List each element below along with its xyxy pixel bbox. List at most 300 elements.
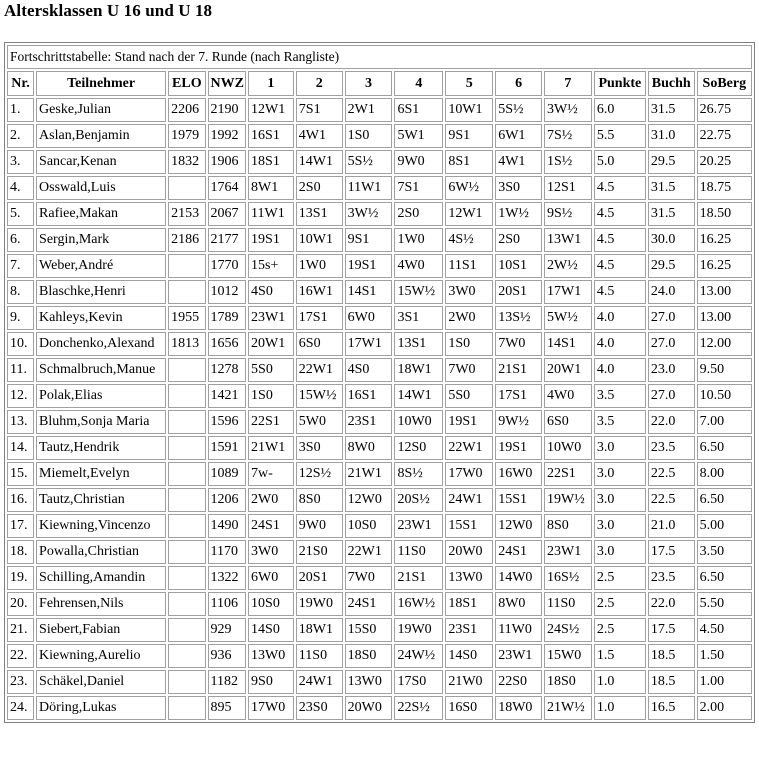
buchholz-cell: 27.0 <box>648 332 695 356</box>
round-6-cell: 5S½ <box>495 98 542 122</box>
nwz-cell: 1764 <box>208 176 246 200</box>
round-3-cell: 3W½ <box>345 202 393 226</box>
round-4-cell: 24W½ <box>394 644 443 668</box>
column-header: ELO <box>168 71 205 96</box>
column-header: 3 <box>345 71 393 96</box>
round-1-cell: 24S1 <box>248 514 294 538</box>
table-row <box>7 410 752 434</box>
round-7-cell: 9S½ <box>544 202 592 226</box>
round-6-cell: 17S1 <box>495 384 542 408</box>
elo-cell: 1832 <box>168 150 205 174</box>
rank-cell: 8. <box>7 280 34 304</box>
rank-cell: 5. <box>7 202 34 226</box>
buchholz-cell: 31.5 <box>648 98 695 122</box>
round-3-cell: 17W1 <box>345 332 393 356</box>
rank-cell: 10. <box>7 332 34 356</box>
round-5-cell: 3W0 <box>445 280 493 304</box>
round-7-cell: 15W0 <box>544 644 592 668</box>
table-caption: Fortschrittstabelle: Stand nach der 7. Runde (nach Rangliste) <box>7 45 752 69</box>
nwz-cell: 936 <box>208 644 246 668</box>
nwz-cell: 1656 <box>208 332 246 356</box>
elo-cell <box>168 670 205 694</box>
round-4-cell: 4W0 <box>394 254 443 278</box>
player-name-cell: Aslan,Benjamin <box>36 124 166 148</box>
round-1-cell: 15s+ <box>248 254 294 278</box>
player-name-cell: Miemelt,Evelyn <box>36 462 166 486</box>
round-2-cell: 1W0 <box>296 254 343 278</box>
buchholz-cell: 22.5 <box>648 462 695 486</box>
points-cell: 3.0 <box>594 488 646 512</box>
sonneborn-berger-cell: 7.00 <box>697 410 752 434</box>
round-4-cell: 14W1 <box>394 384 443 408</box>
player-name-cell: Kiewning,Vincenzo <box>36 514 166 538</box>
round-4-cell: 11S0 <box>394 540 443 564</box>
nwz-cell: 895 <box>208 696 246 720</box>
points-cell: 3.0 <box>594 436 646 460</box>
round-4-cell: 19W0 <box>394 618 443 642</box>
nwz-cell: 1906 <box>208 150 246 174</box>
sonneborn-berger-cell: 26.75 <box>697 98 752 122</box>
round-2-cell: 5W0 <box>296 410 343 434</box>
round-1-cell: 11W1 <box>248 202 294 226</box>
player-name-cell: Schäkel,Daniel <box>36 670 166 694</box>
round-5-cell: 14S0 <box>445 644 493 668</box>
rank-cell: 7. <box>7 254 34 278</box>
round-1-cell: 10S0 <box>248 592 294 616</box>
table-row <box>7 592 752 616</box>
round-5-cell: 18S1 <box>445 592 493 616</box>
player-name-cell: Geske,Julian <box>36 98 166 122</box>
points-cell: 2.5 <box>594 618 646 642</box>
buchholz-cell: 17.5 <box>648 618 695 642</box>
player-name-cell: Powalla,Christian <box>36 540 166 564</box>
round-2-cell: 7S1 <box>296 98 343 122</box>
rank-cell: 15. <box>7 462 34 486</box>
round-1-cell: 14S0 <box>248 618 294 642</box>
round-3-cell: 7W0 <box>345 566 393 590</box>
sonneborn-berger-cell: 5.50 <box>697 592 752 616</box>
round-3-cell: 1S0 <box>345 124 393 148</box>
rank-cell: 21. <box>7 618 34 642</box>
round-5-cell: 19S1 <box>445 410 493 434</box>
table-row <box>7 488 752 512</box>
round-7-cell: 22S1 <box>544 462 592 486</box>
round-1-cell: 21W1 <box>248 436 294 460</box>
nwz-cell: 1089 <box>208 462 246 486</box>
round-4-cell: 18W1 <box>394 358 443 382</box>
round-1-cell: 13W0 <box>248 644 294 668</box>
round-3-cell: 2W1 <box>345 98 393 122</box>
table-row <box>7 618 752 642</box>
round-4-cell: 7S1 <box>394 176 443 200</box>
table-row <box>7 670 752 694</box>
points-cell: 1.0 <box>594 670 646 694</box>
round-6-cell: 22S0 <box>495 670 542 694</box>
table-row <box>7 228 752 252</box>
elo-cell <box>168 436 205 460</box>
rank-cell: 19. <box>7 566 34 590</box>
round-2-cell: 14W1 <box>296 150 343 174</box>
round-5-cell: 16S0 <box>445 696 493 720</box>
table-row <box>7 384 752 408</box>
sonneborn-berger-cell: 13.00 <box>697 306 752 330</box>
points-cell: 5.0 <box>594 150 646 174</box>
round-6-cell: 7W0 <box>495 332 542 356</box>
round-7-cell: 5W½ <box>544 306 592 330</box>
points-cell: 4.5 <box>594 254 646 278</box>
table-row <box>7 696 752 720</box>
elo-cell <box>168 592 205 616</box>
round-4-cell: 13S1 <box>394 332 443 356</box>
buchholz-cell: 31.0 <box>648 124 695 148</box>
table-row <box>7 540 752 564</box>
round-7-cell: 7S½ <box>544 124 592 148</box>
player-name-cell: Döring,Lukas <box>36 696 166 720</box>
round-5-cell: 4S½ <box>445 228 493 252</box>
points-cell: 4.0 <box>594 332 646 356</box>
round-7-cell: 4W0 <box>544 384 592 408</box>
rank-cell: 14. <box>7 436 34 460</box>
round-3-cell: 19S1 <box>345 254 393 278</box>
player-name-cell: Weber,André <box>36 254 166 278</box>
nwz-cell: 1789 <box>208 306 246 330</box>
round-5-cell: 11S1 <box>445 254 493 278</box>
round-6-cell: 23W1 <box>495 644 542 668</box>
round-1-cell: 8W1 <box>248 176 294 200</box>
buchholz-cell: 22.0 <box>648 410 695 434</box>
round-3-cell: 12W0 <box>345 488 393 512</box>
round-3-cell: 23S1 <box>345 410 393 434</box>
buchholz-cell: 21.0 <box>648 514 695 538</box>
nwz-cell: 1490 <box>208 514 246 538</box>
round-1-cell: 18S1 <box>248 150 294 174</box>
round-2-cell: 18W1 <box>296 618 343 642</box>
nwz-cell: 1012 <box>208 280 246 304</box>
elo-cell <box>168 696 205 720</box>
round-2-cell: 24W1 <box>296 670 343 694</box>
round-7-cell: 18S0 <box>544 670 592 694</box>
round-3-cell: 10S0 <box>345 514 393 538</box>
round-3-cell: 8W0 <box>345 436 393 460</box>
player-name-cell: Sergin,Mark <box>36 228 166 252</box>
rank-cell: 11. <box>7 358 34 382</box>
elo-cell <box>168 618 205 642</box>
round-6-cell: 6W1 <box>495 124 542 148</box>
sonneborn-berger-cell: 8.00 <box>697 462 752 486</box>
table-row <box>7 280 752 304</box>
column-header: NWZ <box>208 71 246 96</box>
rank-cell: 17. <box>7 514 34 538</box>
elo-cell <box>168 462 205 486</box>
buchholz-cell: 17.5 <box>648 540 695 564</box>
column-header: 2 <box>296 71 343 96</box>
round-7-cell: 19W½ <box>544 488 592 512</box>
round-4-cell: 16W½ <box>394 592 443 616</box>
round-5-cell: 6W½ <box>445 176 493 200</box>
points-cell: 3.5 <box>594 384 646 408</box>
round-2-cell: 15W½ <box>296 384 343 408</box>
elo-cell <box>168 488 205 512</box>
round-1-cell: 9S0 <box>248 670 294 694</box>
round-3-cell: 22W1 <box>345 540 393 564</box>
sonneborn-berger-cell: 13.00 <box>697 280 752 304</box>
round-1-cell: 7w- <box>248 462 294 486</box>
progress-table-container <box>4 42 755 723</box>
round-6-cell: 19S1 <box>495 436 542 460</box>
sonneborn-berger-cell: 12.00 <box>697 332 752 356</box>
round-6-cell: 1W½ <box>495 202 542 226</box>
table-row <box>7 306 752 330</box>
buchholz-cell: 23.5 <box>648 436 695 460</box>
elo-cell <box>168 514 205 538</box>
elo-cell <box>168 384 205 408</box>
round-6-cell: 10S1 <box>495 254 542 278</box>
player-name-cell: Bluhm,Sonja Maria <box>36 410 166 434</box>
round-6-cell: 20S1 <box>495 280 542 304</box>
buchholz-cell: 18.5 <box>648 670 695 694</box>
sonneborn-berger-cell: 16.25 <box>697 228 752 252</box>
table-row <box>7 124 752 148</box>
rank-cell: 20. <box>7 592 34 616</box>
table-row <box>7 514 752 538</box>
round-7-cell: 11S0 <box>544 592 592 616</box>
page-title: Altersklassen U 16 und U 18 <box>4 1 213 20</box>
column-header: 4 <box>394 71 443 96</box>
round-6-cell: 2S0 <box>495 228 542 252</box>
round-6-cell: 9W½ <box>495 410 542 434</box>
round-7-cell: 6S0 <box>544 410 592 434</box>
round-1-cell: 17W0 <box>248 696 294 720</box>
round-5-cell: 8S1 <box>445 150 493 174</box>
elo-cell <box>168 410 205 434</box>
round-7-cell: 16S½ <box>544 566 592 590</box>
round-2-cell: 19W0 <box>296 592 343 616</box>
points-cell: 1.5 <box>594 644 646 668</box>
points-cell: 4.0 <box>594 358 646 382</box>
round-4-cell: 2S0 <box>394 202 443 226</box>
nwz-cell: 1770 <box>208 254 246 278</box>
buchholz-cell: 24.0 <box>648 280 695 304</box>
column-header: 5 <box>445 71 493 96</box>
sonneborn-berger-cell: 22.75 <box>697 124 752 148</box>
sonneborn-berger-cell: 6.50 <box>697 566 752 590</box>
nwz-cell: 1421 <box>208 384 246 408</box>
points-cell: 1.0 <box>594 696 646 720</box>
player-name-cell: Kahleys,Kevin <box>36 306 166 330</box>
round-5-cell: 17W0 <box>445 462 493 486</box>
points-cell: 5.5 <box>594 124 646 148</box>
points-cell: 4.5 <box>594 280 646 304</box>
round-3-cell: 13W0 <box>345 670 393 694</box>
round-4-cell: 22S½ <box>394 696 443 720</box>
round-7-cell: 17W1 <box>544 280 592 304</box>
round-4-cell: 1W0 <box>394 228 443 252</box>
table-row <box>7 436 752 460</box>
nwz-cell: 2190 <box>208 98 246 122</box>
rank-cell: 2. <box>7 124 34 148</box>
rank-cell: 18. <box>7 540 34 564</box>
buchholz-cell: 23.5 <box>648 566 695 590</box>
buchholz-cell: 23.0 <box>648 358 695 382</box>
rank-cell: 4. <box>7 176 34 200</box>
round-2-cell: 12S½ <box>296 462 343 486</box>
round-3-cell: 9S1 <box>345 228 393 252</box>
round-1-cell: 3W0 <box>248 540 294 564</box>
buchholz-cell: 18.5 <box>648 644 695 668</box>
round-2-cell: 13S1 <box>296 202 343 226</box>
round-5-cell: 20W0 <box>445 540 493 564</box>
table-row <box>7 358 752 382</box>
points-cell: 4.5 <box>594 176 646 200</box>
sonneborn-berger-cell: 6.50 <box>697 488 752 512</box>
player-name-cell: Rafiee,Makan <box>36 202 166 226</box>
round-2-cell: 9W0 <box>296 514 343 538</box>
elo-cell <box>168 358 205 382</box>
points-cell: 2.5 <box>594 566 646 590</box>
round-1-cell: 2W0 <box>248 488 294 512</box>
buchholz-cell: 29.5 <box>648 150 695 174</box>
elo-cell <box>168 280 205 304</box>
points-cell: 3.0 <box>594 540 646 564</box>
round-5-cell: 10W1 <box>445 98 493 122</box>
player-name-cell: Sancar,Kenan <box>36 150 166 174</box>
round-1-cell: 12W1 <box>248 98 294 122</box>
round-3-cell: 15S0 <box>345 618 393 642</box>
nwz-cell: 929 <box>208 618 246 642</box>
sonneborn-berger-cell: 4.50 <box>697 618 752 642</box>
points-cell: 6.0 <box>594 98 646 122</box>
caption-row <box>7 45 752 69</box>
nwz-cell: 1106 <box>208 592 246 616</box>
round-3-cell: 4S0 <box>345 358 393 382</box>
sonneborn-berger-cell: 20.25 <box>697 150 752 174</box>
nwz-cell: 2067 <box>208 202 246 226</box>
sonneborn-berger-cell: 18.50 <box>697 202 752 226</box>
round-6-cell: 15S1 <box>495 488 542 512</box>
nwz-cell: 1278 <box>208 358 246 382</box>
elo-cell: 2153 <box>168 202 205 226</box>
round-2-cell: 20S1 <box>296 566 343 590</box>
round-4-cell: 6S1 <box>394 98 443 122</box>
round-2-cell: 6S0 <box>296 332 343 356</box>
player-name-cell: Schilling,Amandin <box>36 566 166 590</box>
sonneborn-berger-cell: 1.50 <box>697 644 752 668</box>
elo-cell <box>168 566 205 590</box>
buchholz-cell: 31.5 <box>648 176 695 200</box>
table-row <box>7 98 752 122</box>
sonneborn-berger-cell: 18.75 <box>697 176 752 200</box>
elo-cell: 1979 <box>168 124 205 148</box>
round-5-cell: 5S0 <box>445 384 493 408</box>
sonneborn-berger-cell: 2.00 <box>697 696 752 720</box>
round-4-cell: 21S1 <box>394 566 443 590</box>
elo-cell: 1955 <box>168 306 205 330</box>
round-5-cell: 7W0 <box>445 358 493 382</box>
sonneborn-berger-cell: 1.00 <box>697 670 752 694</box>
column-header: Punkte <box>594 71 646 96</box>
progress-table <box>4 42 755 723</box>
buchholz-cell: 16.5 <box>648 696 695 720</box>
round-6-cell: 24S1 <box>495 540 542 564</box>
player-name-cell: Donchenko,Alexand <box>36 332 166 356</box>
round-3-cell: 21W1 <box>345 462 393 486</box>
round-2-cell: 11S0 <box>296 644 343 668</box>
table-row <box>7 566 752 590</box>
round-4-cell: 20S½ <box>394 488 443 512</box>
buchholz-cell: 30.0 <box>648 228 695 252</box>
points-cell: 4.5 <box>594 202 646 226</box>
table-row <box>7 150 752 174</box>
sonneborn-berger-cell: 16.25 <box>697 254 752 278</box>
round-7-cell: 12S1 <box>544 176 592 200</box>
round-4-cell: 9W0 <box>394 150 443 174</box>
points-cell: 4.5 <box>594 228 646 252</box>
round-4-cell: 3S1 <box>394 306 443 330</box>
round-2-cell: 4W1 <box>296 124 343 148</box>
round-4-cell: 10W0 <box>394 410 443 434</box>
round-5-cell: 1S0 <box>445 332 493 356</box>
round-2-cell: 3S0 <box>296 436 343 460</box>
elo-cell <box>168 176 205 200</box>
nwz-cell: 1322 <box>208 566 246 590</box>
round-1-cell: 4S0 <box>248 280 294 304</box>
elo-cell: 2186 <box>168 228 205 252</box>
round-7-cell: 23W1 <box>544 540 592 564</box>
column-header: 6 <box>495 71 542 96</box>
round-2-cell: 23S0 <box>296 696 343 720</box>
round-1-cell: 5S0 <box>248 358 294 382</box>
elo-cell: 1813 <box>168 332 205 356</box>
column-header: Nr. <box>7 71 34 96</box>
sonneborn-berger-cell: 6.50 <box>697 436 752 460</box>
round-5-cell: 15S1 <box>445 514 493 538</box>
round-3-cell: 18S0 <box>345 644 393 668</box>
player-name-cell: Polak,Elias <box>36 384 166 408</box>
nwz-cell: 1206 <box>208 488 246 512</box>
round-1-cell: 16S1 <box>248 124 294 148</box>
elo-cell <box>168 644 205 668</box>
rank-cell: 9. <box>7 306 34 330</box>
sonneborn-berger-cell: 10.50 <box>697 384 752 408</box>
table-row <box>7 254 752 278</box>
nwz-cell: 1992 <box>208 124 246 148</box>
round-1-cell: 22S1 <box>248 410 294 434</box>
round-4-cell: 8S½ <box>394 462 443 486</box>
rank-cell: 22. <box>7 644 34 668</box>
buchholz-cell: 22.5 <box>648 488 695 512</box>
table-row <box>7 332 752 356</box>
nwz-cell: 1596 <box>208 410 246 434</box>
round-3-cell: 5S½ <box>345 150 393 174</box>
buchholz-cell: 27.0 <box>648 306 695 330</box>
round-7-cell: 24S½ <box>544 618 592 642</box>
round-6-cell: 12W0 <box>495 514 542 538</box>
round-6-cell: 16W0 <box>495 462 542 486</box>
round-5-cell: 21W0 <box>445 670 493 694</box>
nwz-cell: 1170 <box>208 540 246 564</box>
round-7-cell: 8S0 <box>544 514 592 538</box>
table-body <box>7 98 752 720</box>
round-5-cell: 2W0 <box>445 306 493 330</box>
player-name-cell: Schmalbruch,Manue <box>36 358 166 382</box>
round-2-cell: 22W1 <box>296 358 343 382</box>
column-header: 7 <box>544 71 592 96</box>
round-5-cell: 24W1 <box>445 488 493 512</box>
round-6-cell: 8W0 <box>495 592 542 616</box>
round-3-cell: 16S1 <box>345 384 393 408</box>
table-row <box>7 462 752 486</box>
rank-cell: 24. <box>7 696 34 720</box>
